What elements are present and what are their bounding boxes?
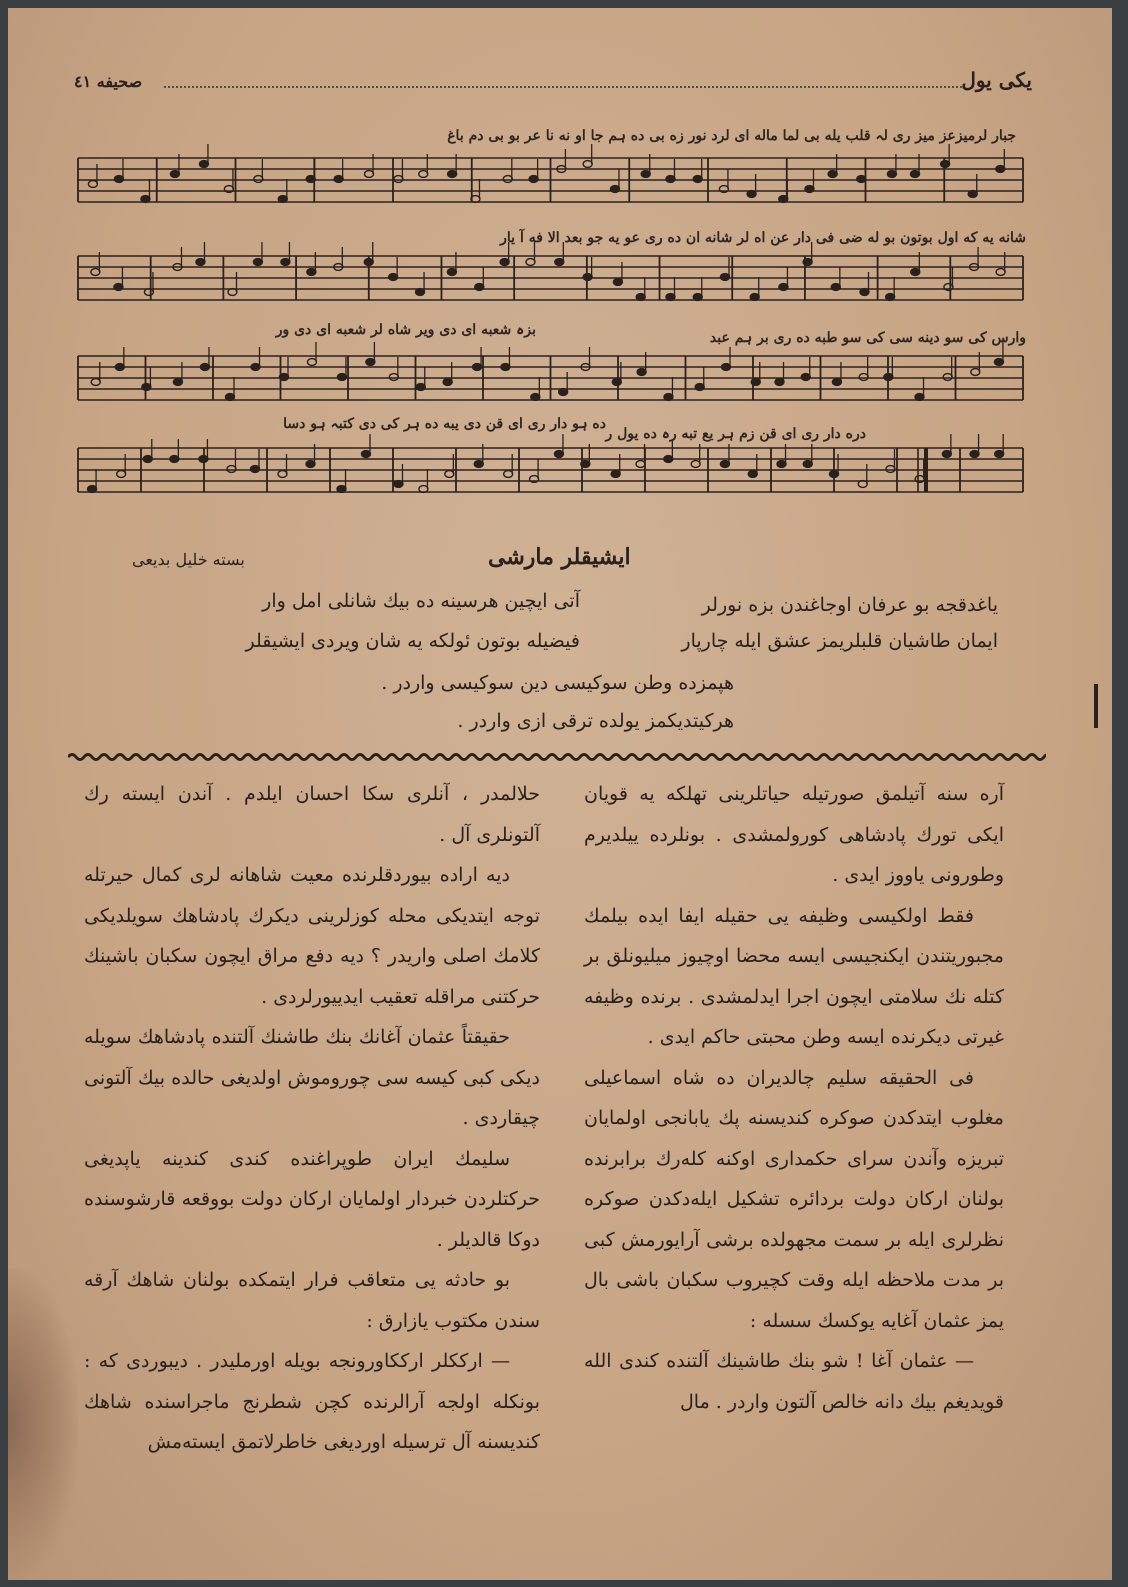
article-paragraph: — ارککلر ارککاورونجه بویله اورملیدر . دیبوردی که : بونکله اولجه آرالرنده کچن شطرنج ماجراسنده شاهك کندیسنه آل ترسیله اوردیغی خاطرلاتمق ایستەمش: [84, 1350, 540, 1453]
lyrics-line-3-right: وارس کی سو دینه سی کی سو طبه ده ری بر ہم عبد: [709, 330, 1026, 346]
lyrics-line-2: شانه یه که اول بوتون بو له ضی فی دار عن اه لر شانه ان ده ری عو یه جو بعد الا فه آ یار: [500, 230, 1026, 246]
header-rule: [164, 86, 962, 88]
refrain-line-1: هپمزده وطن سوکیسی دین سوکیسی واردر .: [381, 672, 734, 694]
page-number: صحیفه ٤١: [74, 72, 143, 91]
page-header: [74, 68, 1032, 102]
article-paragraph: آره سنه آتیلمق صورتیله حیاتلرینی تهلکه یه قویان ایکی تورك پادشاهی کورولمشدی . بونلرده ییلدیرم وطورونی یاووز ایدی .: [584, 783, 1004, 886]
paper-stain: [8, 1268, 78, 1580]
article-paragraph: حقیقتاً عثمان آغانك بنك طاشنك آلتنده پادشاهك سویله دیکی کبی کیسه سی چوروموش اولدیغی حالده بیك آلتونی چیقاردی .: [84, 1026, 540, 1129]
article-paragraph: فی الحقیقه سلیم چالدیران ده شاه اسماعیلی مغلوب ایتدکدن صوکره کندیسنه پك یابانجی اولمایان تبریزه وآندن سرای حکمداری اوکنه کلەرك برابرنده بولنان ارکان دولت بردائره تشکیل ایلەدکدن صوکره نظرلری ایله بر سمت مجهولده برشی آرایورمش کبی بر مدت ملاحظه ایله وقت کچیروب سکبان باشی بال یمز عثمان آغایه یوکسك سسله :: [584, 1066, 1004, 1332]
section-divider: [68, 750, 1046, 764]
lyrics-line-4-right: دره دار ری ای قن زم ہر یع تبه رہ ده یول ر: [605, 426, 866, 442]
lyrics-line-4-left: ده ہو دار ری ای قن دی یبه ده ہر کی دی کتبہ ہو دسا: [283, 416, 606, 432]
newspaper-page: [8, 8, 1112, 1580]
verse-1-right: یاغدقجه بو عرفان اوجاغندن بزه نورلر: [701, 594, 998, 616]
margin-mark: [1094, 684, 1098, 728]
sheet-music: [68, 126, 1036, 526]
verse-2-right: ایمان طاشیان قلبلریمز عشق ایله چارپار: [681, 630, 998, 652]
lyrics-line-3-left: بزہ شعبه ای دی ویر شاه لر شعبه ای دی ور: [275, 322, 536, 338]
article-paragraph: حلالمدر ، آنلری سکا احسان ایلدم . آندن ایسته رك آلتونلری آل .: [84, 783, 540, 846]
publication-title: یکی یول: [961, 68, 1032, 92]
article-column-right: [584, 774, 1004, 1422]
music-staves: [68, 126, 1036, 526]
article-paragraph: فقط اولکیسی وظیفه یی حقیله ایفا ایده بیلمك مجبوریتندن ایکنجیسی ایسه محضا اوچیوز میلیونلق بر کتله نك سلامتی ایچون اجرا ایدلمشدی . برنده وظیفه غیرتی دیکرنده ایسه وطن محبتی حاکم ایدی .: [584, 904, 1004, 1048]
article-paragraph: — عثمان آغا ! شو بنك طاشینك آلتنده کندی الله قویدیغم بیك دانه خالص آلتون واردر . مال: [584, 1350, 1004, 1413]
composer-credit: بسته خلیل بدیعی: [132, 550, 245, 569]
article-column-left: [84, 774, 540, 1463]
article-paragraph: بو حادثه یی متعاقب فرار ایتمکده بولنان شاهك آرقه سندن مکتوب یازارق :: [84, 1269, 540, 1332]
song-title: ایشیقلر مارشی: [488, 544, 631, 570]
refrain-line-2: هرکیتدیکمز یولده ترقی ازی واردر .: [457, 710, 734, 732]
verse-1-left: آتی ایچین هرسینه ده بیك شانلی امل وار: [262, 590, 580, 612]
verse-2-left: فیضیله بوتون ئولکه یه شان ویردی ایشیقلر: [245, 630, 580, 652]
article-paragraph: دیه اراده بیوردقلرنده معیت شاهانه لری کمال حیرتله توجه ایتدیکی محله کوزلرینی دیکرك پادشاهك سویلدیکی کلامك اصلی واریدر ؟ دیه دفع مراق ایچون سکبان باشینك حرکتنی مراقله تعقیب ایدییورلردی .: [84, 864, 540, 1008]
article-paragraph: سلیمك ایران طوپراغنده کندی کندینه یاپدیغی حرکتلردن خبردار اولمایان ارکان دولت بووقعه قارشوسنده دوکا قالدیلر .: [84, 1147, 540, 1251]
lyrics-line-1: جبار لرمیزعز میز ری لہ قلب یله بی لما ماله ای لرد نور زه بی ده ہم جا او نه نا عر بو بی دم باغ: [447, 128, 1016, 144]
